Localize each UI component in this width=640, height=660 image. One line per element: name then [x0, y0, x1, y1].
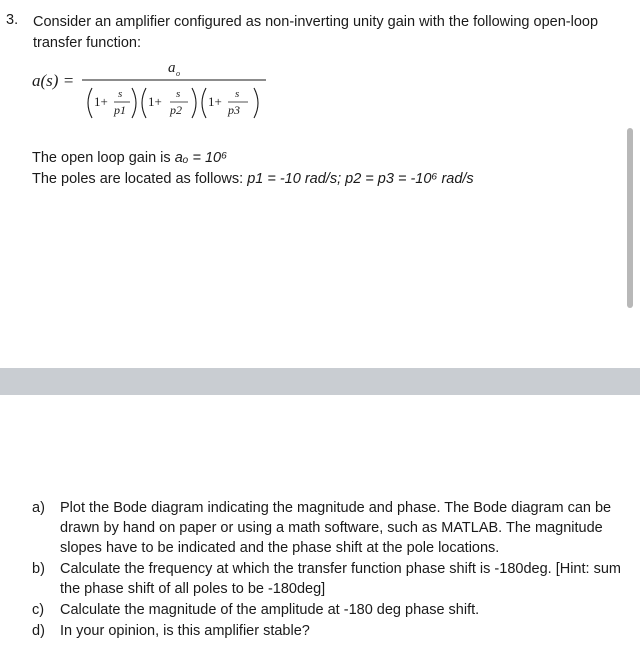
right-paren	[192, 88, 196, 118]
right-paren	[254, 88, 258, 118]
factor-den: p1	[114, 103, 126, 117]
page-divider	[0, 368, 640, 395]
problem-statement: Consider an amplifier configured as non-inverting unity gain with the following open-loop transfer function:	[33, 14, 599, 51]
question-item-d	[32, 621, 628, 641]
formula-factor-3	[202, 88, 258, 118]
poles-prefix: The poles are located as follows:	[32, 171, 248, 187]
formula-numerator-sub: o	[176, 69, 180, 78]
question-list	[32, 498, 628, 642]
question-text: Calculate the magnitude of the amplitude at -180 deg phase shift.	[60, 602, 480, 618]
factor-den: p3	[228, 103, 240, 117]
factor-num: s	[176, 88, 181, 100]
question-label: c)	[32, 602, 45, 618]
gain-prefix: The open loop gain is	[32, 150, 175, 166]
factor-one: 1+	[148, 94, 162, 109]
question-item-a	[32, 498, 628, 558]
formula-numerator: a	[168, 60, 176, 76]
formula-factor-1	[88, 88, 136, 118]
question-label: d)	[32, 623, 45, 639]
poles-value: p1 = -10 rad/s; p2 = p3 = -10⁶ rad/s	[247, 171, 474, 187]
left-paren	[142, 88, 146, 118]
scrollbar-thumb[interactable]	[627, 128, 633, 308]
right-paren	[132, 88, 136, 118]
formula-svg	[30, 56, 290, 136]
formula-factor-2	[142, 88, 196, 118]
question-text: In your opinion, is this amplifier stable?	[60, 623, 310, 639]
open-loop-gain-line	[32, 150, 227, 166]
formula-lhs: a(s) =	[32, 71, 75, 90]
factor-one: 1+	[208, 94, 222, 109]
question-item-c	[32, 600, 628, 620]
question-label: a)	[32, 500, 45, 516]
question-text: Calculate the frequency at which the transfer function phase shift is -180deg. [Hint: sum the phase shift of all poles to be -180deg]	[60, 561, 621, 597]
factor-one: 1+	[94, 94, 108, 109]
factor-num: s	[118, 88, 123, 100]
factor-den: p2	[170, 103, 182, 117]
question-label: b)	[32, 561, 45, 577]
gain-value: aₒ = 10⁶	[174, 150, 228, 166]
left-paren	[202, 88, 206, 118]
factor-num: s	[235, 88, 240, 100]
poles-line	[32, 171, 474, 187]
transfer-function-formula	[30, 56, 290, 136]
question-text: Plot the Bode diagram indicating the magnitude and phase. The Bode diagram can be drawn by hand on paper or using a math software, such as MATLAB. The magnitude slopes have to be indicated and the phase shift at the pole locations.	[60, 500, 612, 556]
left-paren	[88, 88, 92, 118]
problem-number: 3.	[6, 12, 19, 28]
document-page-bottom	[0, 395, 640, 660]
question-item-b	[32, 559, 628, 599]
